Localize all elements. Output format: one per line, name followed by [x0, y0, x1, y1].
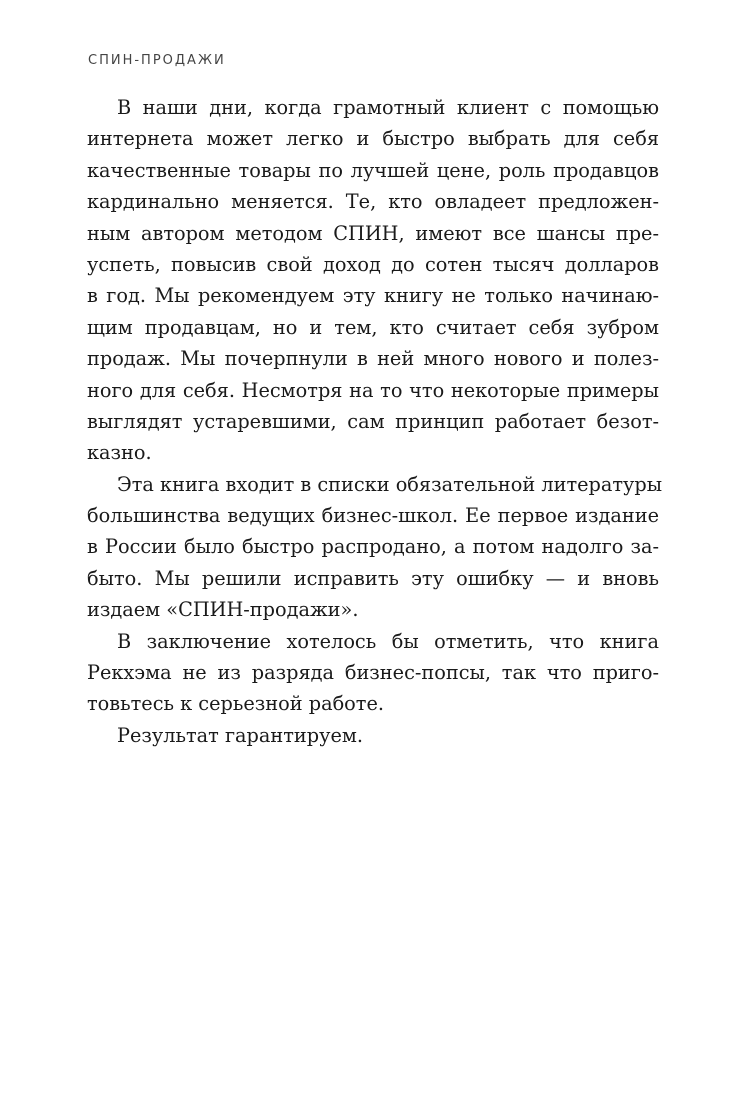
text-line: в России было быстро распродано, а потом надолго за-: [87, 535, 659, 559]
text-line: быто. Мы решили исправить эту ошибку — и вновь: [87, 566, 659, 590]
text-line: большинства ведущих бизнес-школ. Ее первое издание: [87, 504, 659, 528]
text-line: интернета может легко и быстро выбрать для себя: [87, 127, 659, 151]
paragraph-3: [87, 626, 659, 720]
text-line: Результат гарантируем.: [117, 723, 363, 747]
text-line: щим продавцам, но и тем, кто считает себя зубром: [87, 315, 659, 339]
text-line: В наши дни, когда грамотный клиент с помощью: [117, 96, 659, 119]
text-line: Эта книга входит в списки обязательной литературы: [117, 472, 663, 496]
text-line: выглядят устаревшими, сам принцип работает безот-: [87, 409, 659, 433]
text-line: ным автором методом СПИН, имеют все шансы пре-: [87, 221, 659, 245]
text-line: в год. Мы рекомендуем эту книгу не только начинаю-: [87, 284, 659, 308]
body-text: [87, 92, 663, 751]
text-line: В заключение хотелось бы отметить, что книга: [117, 629, 659, 653]
paragraph-2: [87, 469, 663, 626]
running-head: СПИН-ПРОДАЖИ: [88, 53, 226, 68]
text-line: издаем «СПИН-продажи».: [87, 598, 359, 622]
paragraph-4: [87, 720, 659, 751]
text-line: товьтесь к серьезной работе.: [87, 692, 384, 716]
text-line: продаж. Мы почерпнули в ней много нового и полез-: [87, 347, 659, 371]
text-line: казно.: [87, 441, 152, 465]
paragraph-1: [87, 92, 659, 469]
text-line: качественные товары по лучшей цене, роль продавцов: [87, 158, 659, 182]
text-line: кардинально меняется. Те, кто овладеет предложен-: [87, 190, 659, 214]
text-line: Рекхэма не из разряда бизнес-попсы, так что приго-: [87, 661, 659, 685]
text-line: успеть, повысив свой доход до сотен тысяч долларов: [87, 252, 659, 276]
text-line: ного для себя. Несмотря на то что некоторые примеры: [87, 378, 659, 402]
